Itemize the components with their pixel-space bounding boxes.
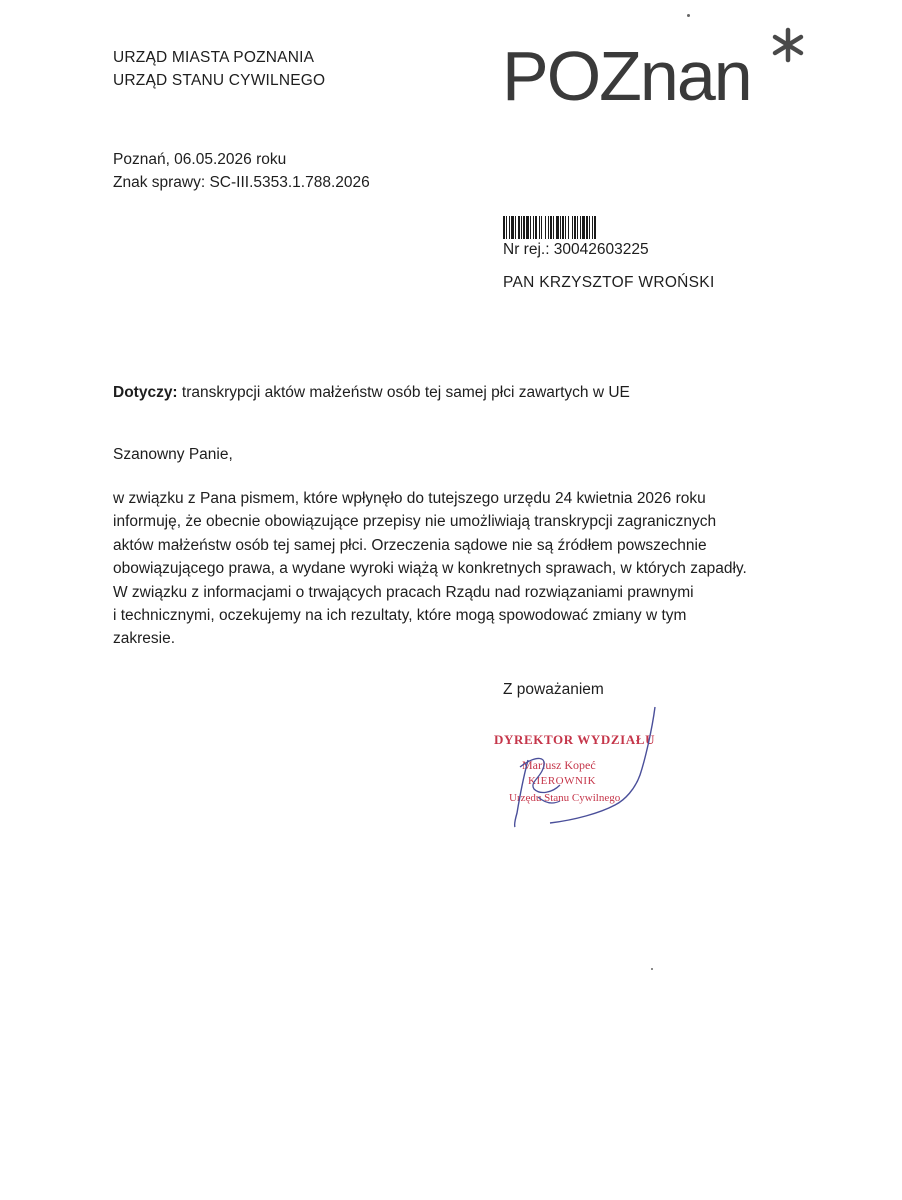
closing-phrase: Z poważaniem	[503, 681, 604, 698]
subject-label: Dotyczy:	[113, 384, 178, 401]
office-name-line2: URZĄD STANU CYWILNEGO	[113, 72, 326, 89]
body-line: W związku z informacjami o trwających pracach Rządu nad rozwiązaniami prawnymi	[113, 583, 694, 601]
letter-body	[113, 487, 783, 651]
stamp-title: DYREKTOR WYDZIAŁU	[494, 732, 656, 747]
barcode-icon	[503, 216, 659, 239]
registry-number: Nr rej.: 30042603225	[503, 241, 649, 258]
body-line: obowiązującego prawa, a wydane wyroki wiążą w konkretnych sprawach, w których zapadły.	[113, 560, 747, 578]
subject-line	[113, 384, 630, 402]
body-line: informuję, że obecnie obowiązujące przepisy nie umożliwiają transkrypcji zagranicznych	[113, 513, 717, 531]
body-line: w związku z Pana pismem, które wpłynęło do tutejszego urzędu 24 kwietnia 2026 roku	[113, 490, 706, 507]
place-date: Poznań, 06.05.2026 roku	[113, 151, 287, 168]
handwritten-signature	[490, 705, 690, 835]
subject-text: transkrypcji aktów małżeństw osób tej samej płci zawartych w UE	[181, 384, 630, 401]
body-line: i technicznymi, oczekujemy na ich rezultaty, które mogą spowodować zmiany w tym	[113, 607, 687, 625]
official-stamp	[490, 705, 690, 835]
scan-speck	[651, 968, 653, 970]
poznan-logo	[498, 26, 818, 110]
logo-wordmark: POZnan	[502, 37, 751, 110]
stamp-person-name: Mariusz Kopeć	[522, 758, 596, 772]
letter-meta	[113, 148, 370, 194]
scan-speck	[687, 14, 690, 17]
asterisk-icon	[775, 30, 801, 60]
issuer-header	[113, 46, 325, 92]
office-name-line1: URZĄD MIASTA POZNANIA	[113, 49, 315, 66]
salutation: Szanowny Panie,	[113, 446, 233, 463]
stamp-position: KIEROWNIK	[528, 775, 597, 787]
addressee: PAN KRZYSZTOF WROŃSKI	[503, 274, 715, 291]
stamp-office: Urzędu Stanu Cywilnego	[509, 792, 621, 804]
body-line: aktów małżeństw osób tej samej płci. Orzeczenia sądowe nie są źródłem powszechnie	[113, 536, 707, 554]
body-line: zakresie.	[113, 630, 176, 648]
case-reference: Znak sprawy: SC-III.5353.1.788.2026	[113, 174, 370, 191]
